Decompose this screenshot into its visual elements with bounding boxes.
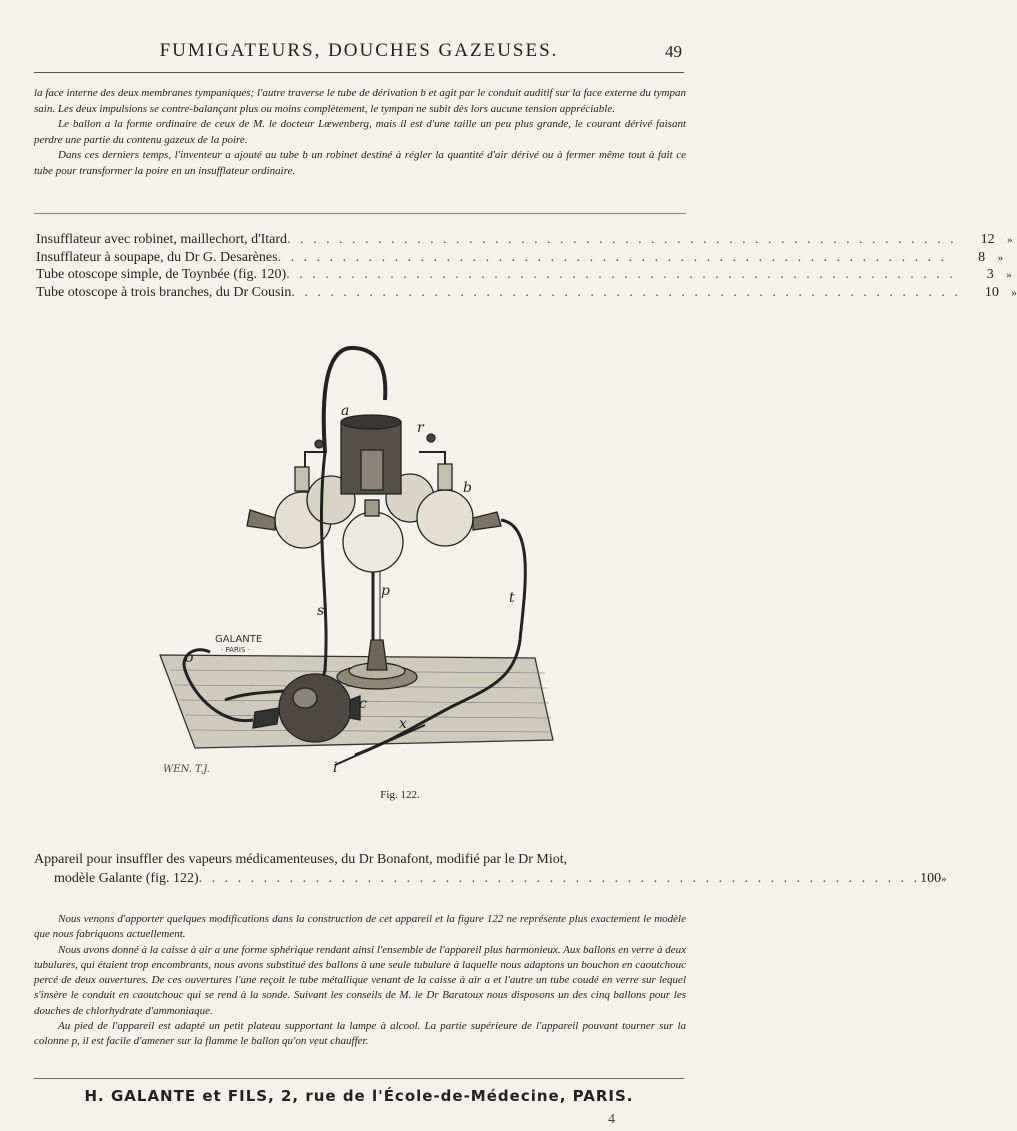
leader-dots: . . . . . . . . . . . . . . . . . . . . . . . . . . . . . . . . . . . . . . . . . . . . . . . . . . . . [287,232,957,247]
notes-paragraph: Nous avons donné à la caisse à air a une forme sphérique rendant ainsi l'ensemble de l'appareil plus harmonieux. Aux ballons en verre à deux tubulures, qui étaient trop encombrants, nous avons substitué des ballons à une seule tubulure à laquelle nous adaptons un bouchon en caoutchouc percé de deux ouvertures. De ces ouvertures l'une reçoit le tube métallique venant de la caisse à air a et l'autre un tube coudé en verre sur lequel s'insère le conduit en caoutchouc qui se rend à la sonde. Suivant les conseils de M. le Dr Baratoux nous disposons un des cinq ballons pour les douches de chlorhydrate d'ammoniaque. [34,943,686,1017]
item-currency: » [1007,234,1013,246]
flask-center [343,512,403,572]
price-row [36,267,1012,285]
price-row [36,232,1013,250]
price-row [36,284,1017,303]
maker-city: · PARIS · [221,646,250,654]
product-model: modèle Galante (fig. 122) [54,871,199,886]
publisher-footer: H. GALANTE et FILS, 2, rue de l'École-de-Médecine, PARIS. [34,1078,684,1105]
letter-o: o [185,650,194,666]
item-label: Tube otoscope à trois branches, du Dr Cousin [36,284,292,300]
price-row [36,249,1004,268]
leader-dots: . . . . . . . . . . . . . . . . . . . . . . . . . . . . . . . . . . . . . . . . . . . . . . . . . . . . [286,267,956,282]
intro-paragraph: Dans ces derniers temps, l'inventeur a ajouté au tube b un robinet destiné à régler la quantité d'air dérivé ou à fermer même tout à fait ce tube pour transformer la poire en un insufflateur ordinaire. [34,149,686,177]
notes-paragraph: Au pied de l'appareil est adapté un petit plateau supportant la lampe à alcool. La partie supérieure de l'appareil pouvant tourner sur la colonne p, il est facile d'amener sur la flamme le ballon qu'on veut chauffer. [34,1020,686,1048]
engraver-signature: WEN. T.J. [163,764,210,775]
letter-c: c [359,696,367,712]
page-number: 49 [665,42,682,61]
item-currency: » [997,251,1004,264]
price-list [36,232,1017,302]
leader-dots: . . . . . . . . . . . . . . . . . . . . . . . . . . . . . . . . . . . . . . . . . . . . . . . . . . . . [277,249,948,265]
letter-t: t [509,590,515,606]
notes-text [34,912,686,1050]
notes-paragraph: Nous venons d'apporter quelques modifications dans la construction de cet appareil et la figure 122 ne représente plus exactement le modèle que nous fabriquons actuellement. [34,913,686,941]
figure-caption: Fig. 122. [380,789,420,801]
apparatus-illustration [155,340,565,780]
product-line [34,871,947,890]
letter-b: b [463,480,472,496]
product-entry [34,852,947,890]
item-price: 10 [984,284,999,300]
leader-dots: . . . . . . . . . . . . . . . . . . . . . . . . . . . . . . . . . . . . . . . . . . . . . . . . . . . . [291,284,961,300]
item-label: Insufflateur avec robinet, maillechort, d'Itard [36,232,288,247]
item-price: 12 [980,232,995,247]
item-currency: » [1011,286,1017,299]
signature-mark: 4 [608,1112,615,1127]
letter-i: i [333,760,338,776]
item-price: 8 [978,249,986,265]
product-price: 100 [920,871,942,886]
flask-right [417,490,473,546]
section-divider [34,213,686,214]
intro-paragraph: la face interne des deux membranes tympaniques; l'autre traverse le tube de dérivation b et agit par le conduit auditif sur la face externe du tympan sain. Les deux impulsions se contre-balançant plus ou moins complètement, le tympan ne subit dès lors aucune tension appréciable. [34,87,686,115]
letter-r: r [417,420,424,436]
letter-a: a [341,403,350,419]
letter-p: p [381,583,390,599]
letter-x: x [399,716,407,732]
maker-label: GALANTE [215,634,263,645]
intro-text [34,86,686,179]
item-label: Insufflateur à soupape, du Dr G. Desarènes [36,249,278,265]
item-currency: » [1006,269,1012,281]
page-header [34,38,684,73]
item-label: Tube otoscope simple, de Toynbée (fig. 120) [36,267,287,282]
item-price: 3 [986,267,994,282]
product-currency: » [941,873,947,885]
rubber-bulb [279,674,351,742]
product-title: Appareil pour insuffler des vapeurs médicamenteuses, du Dr Bonafont, modifié par le Dr Miot, [34,852,568,867]
letter-s: s [317,603,325,619]
leader-dots: . . . . . . . . . . . . . . . . . . . . . . . . . . . . . . . . . . . . . . . . . . . . . . . . . . . . . . . . [198,871,921,886]
page-title: FUMIGATEURS, DOUCHES GAZEUSES. [159,40,559,61]
intro-paragraph: Le ballon a la forme ordinaire de ceux de M. le docteur Lœwenberg, mais il est d'une taille un peu plus grande, le courant dérivé faisant perdre une partie du contenu gazeux de la poire. [34,118,686,146]
